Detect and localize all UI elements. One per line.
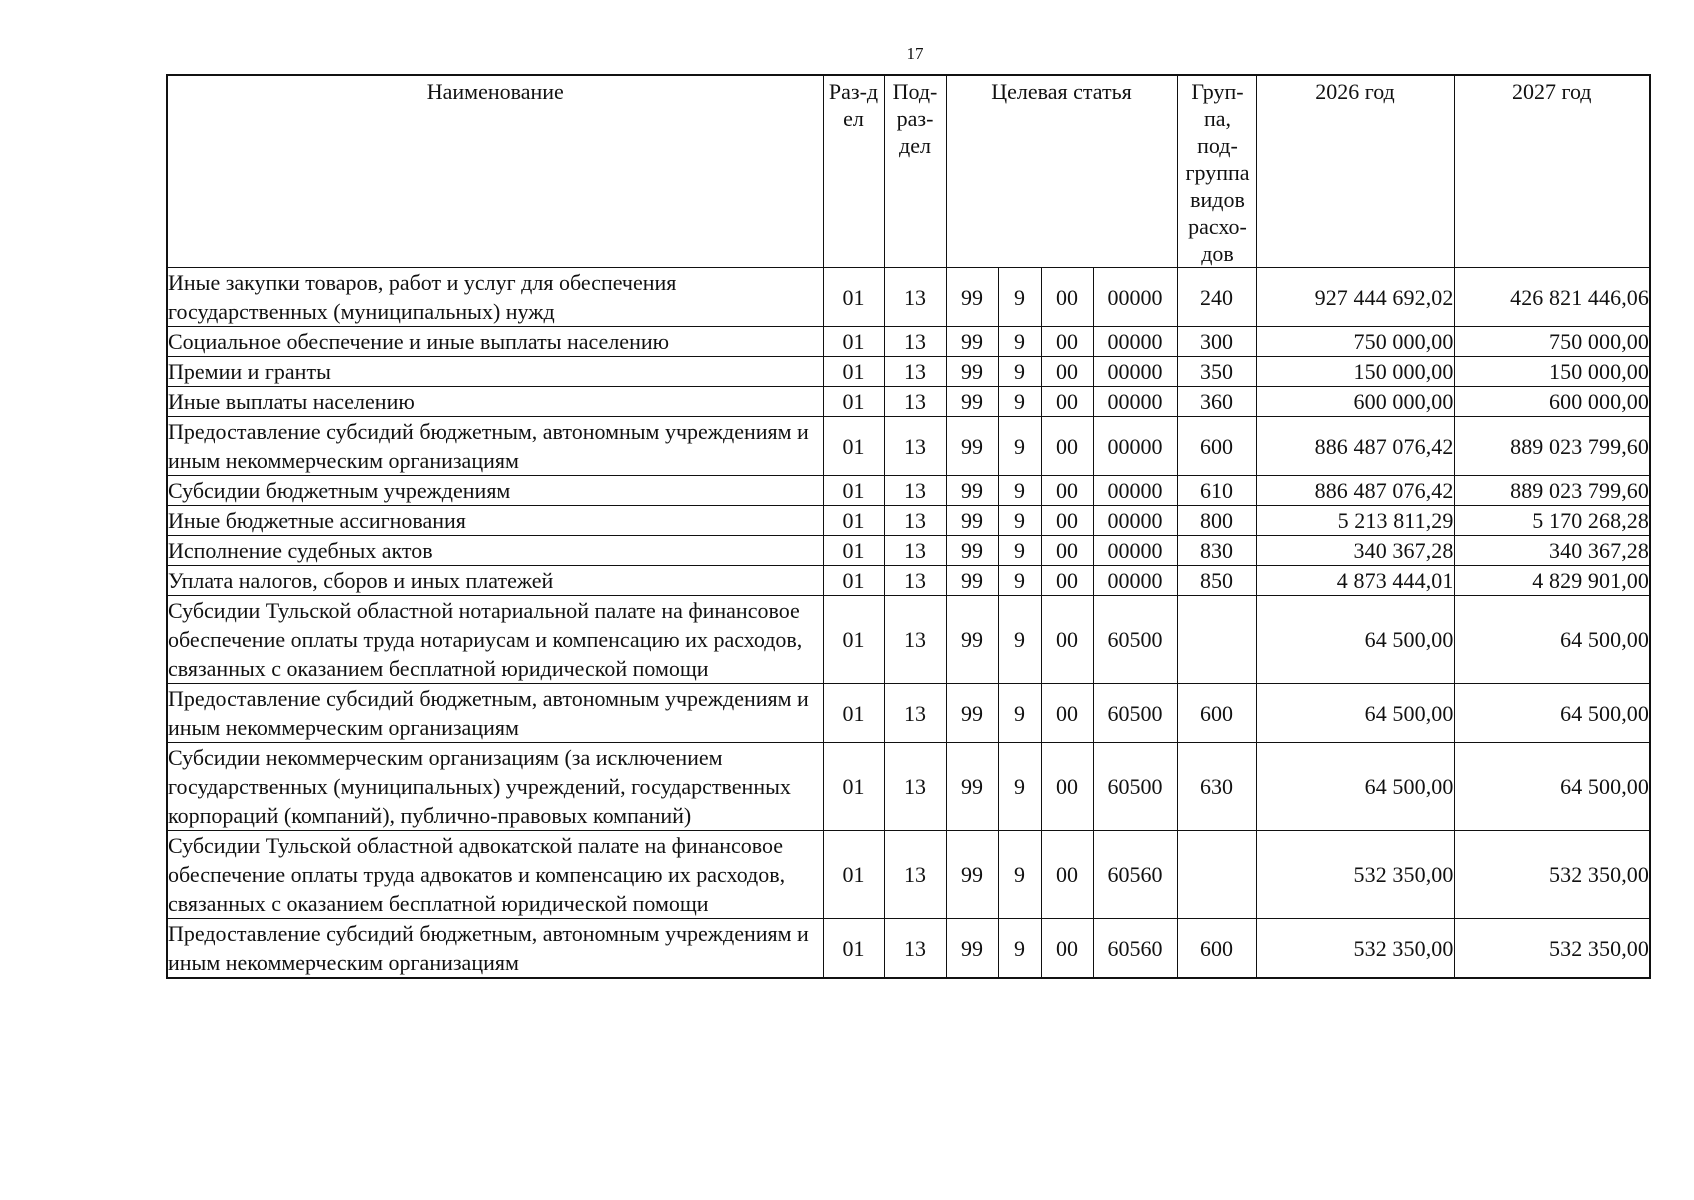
- cell-target-sub: 00: [1041, 831, 1093, 919]
- table-row: [167, 476, 1650, 506]
- cell-target-direction: 00000: [1093, 387, 1177, 417]
- cell-amount-2027: 426 821 446,06: [1454, 268, 1650, 327]
- cell-expense-group: [1177, 831, 1256, 919]
- cell-amount-2026: 886 487 076,42: [1256, 417, 1454, 476]
- cell-razdel: 01: [823, 476, 884, 506]
- cell-target-direction: 00000: [1093, 268, 1177, 327]
- cell-target-program: 99: [946, 743, 998, 831]
- cell-podrazdel: 13: [884, 357, 946, 387]
- cell-name: Субсидии бюджетным учреждениям: [167, 476, 823, 506]
- cell-amount-2026: 5 213 811,29: [1256, 506, 1454, 536]
- cell-name: Иные выплаты населению: [167, 387, 823, 417]
- cell-amount-2026: 64 500,00: [1256, 596, 1454, 684]
- cell-target-program: 99: [946, 476, 998, 506]
- cell-target-program: 99: [946, 566, 998, 596]
- cell-name: Уплата налогов, сборов и иных платежей: [167, 566, 823, 596]
- cell-amount-2027: 532 350,00: [1454, 831, 1650, 919]
- cell-name: Предоставление субсидий бюджетным, автономным учреждениям и иным некоммерческим организациям: [167, 684, 823, 743]
- cell-amount-2027: 64 500,00: [1454, 596, 1650, 684]
- cell-expense-group: 360: [1177, 387, 1256, 417]
- cell-name: Иные бюджетные ассигнования: [167, 506, 823, 536]
- cell-amount-2027: 4 829 901,00: [1454, 566, 1650, 596]
- cell-target-direction: 60560: [1093, 919, 1177, 979]
- cell-razdel: 01: [823, 417, 884, 476]
- header-razdel: Раз-дел: [823, 75, 884, 268]
- cell-target-direction: 60560: [1093, 831, 1177, 919]
- header-year-2026: 2026 год: [1256, 75, 1454, 268]
- cell-podrazdel: 13: [884, 566, 946, 596]
- cell-expense-group: [1177, 596, 1256, 684]
- cell-target-type: 9: [998, 596, 1041, 684]
- header-podrazdel: Под-раз-дел: [884, 75, 946, 268]
- cell-podrazdel: 13: [884, 919, 946, 979]
- cell-target-type: 9: [998, 506, 1041, 536]
- cell-amount-2027: 64 500,00: [1454, 684, 1650, 743]
- cell-target-type: 9: [998, 684, 1041, 743]
- cell-target-direction: 00000: [1093, 566, 1177, 596]
- cell-expense-group: 630: [1177, 743, 1256, 831]
- cell-amount-2027: 5 170 268,28: [1454, 506, 1650, 536]
- cell-target-program: 99: [946, 417, 998, 476]
- cell-razdel: 01: [823, 596, 884, 684]
- cell-target-sub: 00: [1041, 476, 1093, 506]
- cell-target-sub: 00: [1041, 417, 1093, 476]
- cell-target-type: 9: [998, 919, 1041, 979]
- cell-target-type: 9: [998, 743, 1041, 831]
- table-row: [167, 417, 1650, 476]
- cell-target-direction: 00000: [1093, 506, 1177, 536]
- cell-name: Субсидии Тульской областной нотариальной палате на финансовое обеспечение оплаты труда нотариусам и компенсацию их расходов, связанных с оказанием бесплатной юридической помощи: [167, 596, 823, 684]
- table-row: [167, 506, 1650, 536]
- cell-podrazdel: 13: [884, 506, 946, 536]
- cell-amount-2026: 750 000,00: [1256, 327, 1454, 357]
- cell-target-program: 99: [946, 268, 998, 327]
- cell-expense-group: 600: [1177, 919, 1256, 979]
- cell-podrazdel: 13: [884, 684, 946, 743]
- cell-razdel: 01: [823, 357, 884, 387]
- cell-target-sub: 00: [1041, 536, 1093, 566]
- cell-target-sub: 00: [1041, 387, 1093, 417]
- cell-podrazdel: 13: [884, 268, 946, 327]
- cell-target-sub: 00: [1041, 506, 1093, 536]
- cell-amount-2027: 600 000,00: [1454, 387, 1650, 417]
- table-row: [167, 268, 1650, 327]
- cell-target-direction: 60500: [1093, 684, 1177, 743]
- cell-target-direction: 00000: [1093, 357, 1177, 387]
- cell-target-sub: 00: [1041, 743, 1093, 831]
- cell-podrazdel: 13: [884, 743, 946, 831]
- cell-amount-2026: 886 487 076,42: [1256, 476, 1454, 506]
- cell-target-direction: 60500: [1093, 596, 1177, 684]
- cell-amount-2027: 64 500,00: [1454, 743, 1650, 831]
- cell-expense-group: 300: [1177, 327, 1256, 357]
- cell-target-direction: 00000: [1093, 417, 1177, 476]
- table-row: [167, 387, 1650, 417]
- cell-podrazdel: 13: [884, 327, 946, 357]
- cell-amount-2026: 532 350,00: [1256, 831, 1454, 919]
- budget-table: [166, 74, 1651, 979]
- cell-razdel: 01: [823, 506, 884, 536]
- cell-podrazdel: 13: [884, 417, 946, 476]
- cell-target-program: 99: [946, 684, 998, 743]
- cell-razdel: 01: [823, 684, 884, 743]
- cell-target-program: 99: [946, 327, 998, 357]
- cell-target-type: 9: [998, 536, 1041, 566]
- cell-expense-group: 600: [1177, 684, 1256, 743]
- cell-target-program: 99: [946, 536, 998, 566]
- cell-amount-2026: 64 500,00: [1256, 684, 1454, 743]
- cell-name: Иные закупки товаров, работ и услуг для обеспечения государственных (муниципальных) нужд: [167, 268, 823, 327]
- cell-amount-2027: 340 367,28: [1454, 536, 1650, 566]
- table-row: [167, 743, 1650, 831]
- cell-expense-group: 800: [1177, 506, 1256, 536]
- cell-name: Предоставление субсидий бюджетным, автономным учреждениям и иным некоммерческим организациям: [167, 919, 823, 979]
- cell-razdel: 01: [823, 327, 884, 357]
- cell-target-program: 99: [946, 506, 998, 536]
- cell-target-sub: 00: [1041, 919, 1093, 979]
- cell-razdel: 01: [823, 831, 884, 919]
- header-row: [167, 75, 1650, 268]
- cell-expense-group: 240: [1177, 268, 1256, 327]
- cell-name: Предоставление субсидий бюджетным, автономным учреждениям и иным некоммерческим организациям: [167, 417, 823, 476]
- cell-amount-2027: 889 023 799,60: [1454, 476, 1650, 506]
- cell-razdel: 01: [823, 919, 884, 979]
- cell-target-sub: 00: [1041, 357, 1093, 387]
- cell-razdel: 01: [823, 743, 884, 831]
- cell-amount-2026: 340 367,28: [1256, 536, 1454, 566]
- cell-name: Субсидии некоммерческим организациям (за исключением государственных (муниципальных) учреждений, государственных корпораций (компаний), публично-правовых компаний): [167, 743, 823, 831]
- cell-target-program: 99: [946, 387, 998, 417]
- cell-amount-2027: 150 000,00: [1454, 357, 1650, 387]
- cell-amount-2027: 750 000,00: [1454, 327, 1650, 357]
- cell-target-type: 9: [998, 268, 1041, 327]
- cell-target-type: 9: [998, 387, 1041, 417]
- cell-target-type: 9: [998, 417, 1041, 476]
- cell-amount-2026: 927 444 692,02: [1256, 268, 1454, 327]
- cell-target-program: 99: [946, 596, 998, 684]
- page-number: 17: [906, 44, 924, 63]
- cell-target-type: 9: [998, 357, 1041, 387]
- cell-amount-2026: 532 350,00: [1256, 919, 1454, 979]
- cell-name: Субсидии Тульской областной адвокатской палате на финансовое обеспечение оплаты труда адвокатов и компенсацию их расходов, связанных с оказанием бесплатной юридической помощи: [167, 831, 823, 919]
- table-row: [167, 919, 1650, 979]
- cell-target-direction: 00000: [1093, 536, 1177, 566]
- cell-target-direction: 00000: [1093, 476, 1177, 506]
- cell-razdel: 01: [823, 268, 884, 327]
- cell-target-sub: 00: [1041, 566, 1093, 596]
- cell-podrazdel: 13: [884, 476, 946, 506]
- cell-target-sub: 00: [1041, 596, 1093, 684]
- table-row: [167, 536, 1650, 566]
- cell-name: Исполнение судебных актов: [167, 536, 823, 566]
- cell-name: Социальное обеспечение и иные выплаты населению: [167, 327, 823, 357]
- cell-expense-group: 850: [1177, 566, 1256, 596]
- cell-target-type: 9: [998, 327, 1041, 357]
- header-year-2027: 2027 год: [1454, 75, 1650, 268]
- cell-amount-2026: 150 000,00: [1256, 357, 1454, 387]
- header-name: Наименование: [167, 75, 823, 268]
- cell-target-sub: 00: [1041, 268, 1093, 327]
- cell-target-type: 9: [998, 566, 1041, 596]
- table-row: [167, 327, 1650, 357]
- cell-podrazdel: 13: [884, 536, 946, 566]
- cell-razdel: 01: [823, 566, 884, 596]
- cell-target-sub: 00: [1041, 684, 1093, 743]
- cell-target-program: 99: [946, 831, 998, 919]
- cell-podrazdel: 13: [884, 387, 946, 417]
- cell-amount-2026: 64 500,00: [1256, 743, 1454, 831]
- cell-amount-2026: 600 000,00: [1256, 387, 1454, 417]
- cell-razdel: 01: [823, 536, 884, 566]
- table-row: [167, 357, 1650, 387]
- table-row: [167, 566, 1650, 596]
- cell-target-sub: 00: [1041, 327, 1093, 357]
- cell-target-type: 9: [998, 476, 1041, 506]
- cell-podrazdel: 13: [884, 596, 946, 684]
- cell-amount-2026: 4 873 444,01: [1256, 566, 1454, 596]
- cell-expense-group: 610: [1177, 476, 1256, 506]
- header-target-article: Целевая статья: [946, 75, 1177, 268]
- table-row: [167, 831, 1650, 919]
- cell-target-direction: 60500: [1093, 743, 1177, 831]
- cell-amount-2027: 532 350,00: [1454, 919, 1650, 979]
- cell-name: Премии и гранты: [167, 357, 823, 387]
- cell-target-program: 99: [946, 357, 998, 387]
- table-row: [167, 596, 1650, 684]
- cell-razdel: 01: [823, 387, 884, 417]
- cell-podrazdel: 13: [884, 831, 946, 919]
- cell-expense-group: 350: [1177, 357, 1256, 387]
- table-row: [167, 684, 1650, 743]
- cell-amount-2027: 889 023 799,60: [1454, 417, 1650, 476]
- cell-target-direction: 00000: [1093, 327, 1177, 357]
- header-expense-group: Груп-па, под-группа видов расхо-дов: [1177, 75, 1256, 268]
- cell-expense-group: 600: [1177, 417, 1256, 476]
- cell-expense-group: 830: [1177, 536, 1256, 566]
- cell-target-type: 9: [998, 831, 1041, 919]
- cell-target-program: 99: [946, 919, 998, 979]
